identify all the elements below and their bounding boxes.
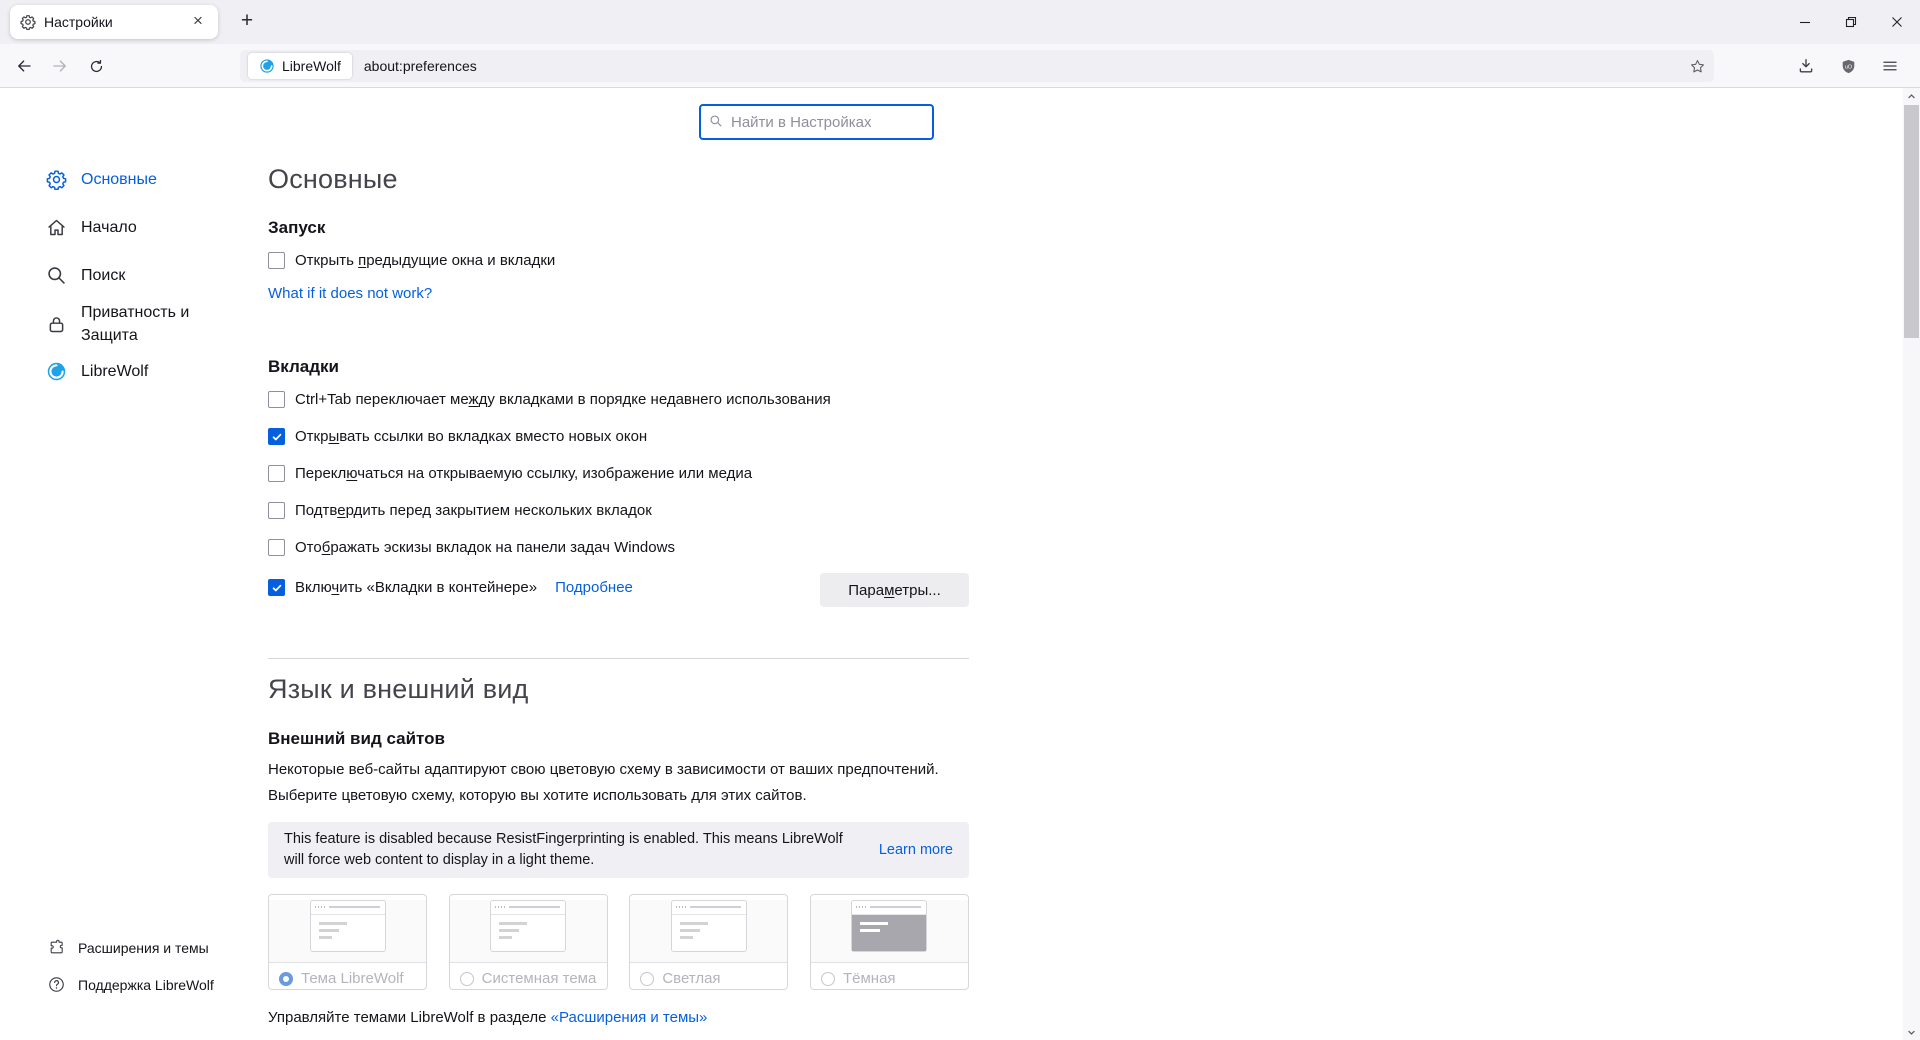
- website-appearance-heading: Внешний вид сайтов: [268, 729, 445, 748]
- question-icon: [48, 976, 65, 993]
- checkbox-box[interactable]: [268, 465, 285, 482]
- banner-learn-more-link[interactable]: Learn more: [878, 842, 953, 858]
- startup-heading: Запуск: [268, 218, 326, 237]
- ublock-shield-icon[interactable]: [1832, 50, 1864, 82]
- checkbox-box[interactable]: [268, 539, 285, 556]
- browser-titlebar: [0, 0, 1920, 44]
- preferences-sidebar: [0, 88, 262, 1040]
- container-learn-more-link[interactable]: Подробнее: [555, 579, 633, 596]
- preferences-page: [0, 88, 1920, 1040]
- checkbox-confirm-close[interactable]: [268, 502, 652, 519]
- site-identity-chip[interactable]: [248, 53, 352, 79]
- sidebar-item-home[interactable]: Начало: [46, 216, 137, 239]
- window-minimize-button[interactable]: [1782, 0, 1828, 44]
- checkbox-label: Отображать эскизы вкладок на панели задач Windows: [295, 539, 675, 556]
- scrollbar-up-icon[interactable]: [1903, 88, 1920, 104]
- theme-card-librewolf[interactable]: Тема LibreWolf: [268, 894, 427, 990]
- hamburger-menu-icon[interactable]: [1874, 50, 1906, 82]
- checkbox-label: Открыть предыдущие окна и вкладки: [295, 252, 556, 269]
- checkbox-container-tabs[interactable]: [268, 579, 633, 596]
- checkbox-label: Подтвердить перед закрытием нескольких вкладок: [295, 502, 652, 519]
- browser-navbar: [0, 44, 1920, 88]
- window-controls: [1782, 0, 1920, 44]
- gear-favicon-icon: [20, 14, 36, 30]
- lock-icon: [46, 314, 67, 335]
- theme-thumbnail: [450, 900, 607, 962]
- extensions-themes-link[interactable]: «Расширения и темы»: [550, 1009, 708, 1026]
- checkbox-open-in-tabs[interactable]: [268, 428, 647, 445]
- tabs-heading: Вкладки: [268, 357, 339, 376]
- startup-help-link[interactable]: What if it does not work?: [268, 285, 433, 302]
- forward-icon[interactable]: [44, 50, 76, 82]
- checkbox-box[interactable]: [268, 502, 285, 519]
- checkbox-restore-session[interactable]: [268, 252, 555, 269]
- section-divider: [268, 658, 969, 659]
- svg-text:uO: uO: [1844, 63, 1852, 70]
- theme-cards: [268, 894, 969, 990]
- checkbox-ctrl-tab[interactable]: [268, 391, 831, 408]
- scrollbar-thumb[interactable]: [1904, 105, 1919, 338]
- gear-icon: [46, 169, 67, 190]
- resist-fingerprinting-banner: [268, 822, 969, 878]
- checkbox-label: Включить «Вкладки в контейнере»: [295, 579, 538, 596]
- search-icon: [46, 265, 67, 286]
- checkbox-label: Ctrl+Tab переключает между вкладками в порядке недавнего использования: [295, 391, 831, 408]
- reload-icon[interactable]: [80, 50, 112, 82]
- theme-radio[interactable]: [640, 972, 654, 986]
- checkbox-box[interactable]: [268, 579, 285, 596]
- downloads-icon[interactable]: [1790, 50, 1822, 82]
- theme-thumbnail: [269, 900, 426, 962]
- sidebar-item-privacy[interactable]: Приватность и Защита: [46, 301, 197, 347]
- new-tab-button[interactable]: +: [240, 9, 254, 32]
- sidebar-item-librewolf[interactable]: LibreWolf: [46, 360, 148, 383]
- page-title: Основные: [268, 164, 398, 194]
- checkbox-box[interactable]: [268, 252, 285, 269]
- scrollbar-down-icon[interactable]: [1903, 1024, 1920, 1040]
- identity-label: LibreWolf: [282, 58, 341, 74]
- librewolf-logo-icon: [259, 58, 275, 74]
- sidebar-item-extensions[interactable]: Расширения и темы: [48, 939, 209, 956]
- theme-radio[interactable]: [279, 972, 293, 986]
- banner-text: This feature is disabled because ResistFingerprinting is enabled. This means LibreWolf will force web content to display in a light theme.: [284, 831, 843, 868]
- checkbox-taskbar-previews[interactable]: [268, 539, 675, 556]
- theme-thumbnail: [630, 900, 787, 962]
- tab-close-icon[interactable]: ×: [193, 11, 203, 30]
- checkbox-box[interactable]: [268, 391, 285, 408]
- scrollbar[interactable]: [1903, 88, 1920, 1040]
- url-text: about:preferences: [363, 58, 477, 74]
- browser-tab-settings[interactable]: [10, 5, 218, 39]
- checkbox-label: Переключаться на открываемую ссылку, изображение или медиа: [295, 465, 753, 482]
- theme-card-system[interactable]: Системная тема: [449, 894, 608, 990]
- checkbox-label: Открывать ссылки во вкладках вместо новых окон: [295, 428, 648, 445]
- theme-radio[interactable]: [821, 972, 835, 986]
- language-appearance-title: Язык и внешний вид: [268, 674, 529, 704]
- window-restore-button[interactable]: [1828, 0, 1874, 44]
- website-appearance-description: Некоторые веб-сайты адаптируют свою цветовую схему в зависимости от ваших предпочтений. Выберите цветовую схему, которую вы хотите использовать для этих сайтов.: [268, 761, 939, 804]
- back-icon[interactable]: [8, 50, 40, 82]
- manage-themes-note: Управляйте темами LibreWolf в разделе «Расширения и темы»: [268, 1009, 708, 1026]
- theme-thumbnail: [811, 900, 968, 962]
- theme-radio[interactable]: [460, 972, 474, 986]
- sidebar-item-search[interactable]: Поиск: [46, 264, 125, 287]
- theme-card-dark[interactable]: Тёмная: [810, 894, 969, 990]
- checkbox-switch-to-new[interactable]: [268, 465, 752, 482]
- window-close-button[interactable]: [1874, 0, 1920, 44]
- librewolf-icon: [46, 361, 67, 382]
- container-settings-button[interactable]: Параметры...: [820, 573, 969, 607]
- url-bar[interactable]: [240, 50, 1714, 82]
- puzzle-icon: [48, 939, 65, 956]
- theme-card-light[interactable]: Светлая: [629, 894, 788, 990]
- bookmark-star-icon[interactable]: [1689, 58, 1706, 75]
- checkbox-box[interactable]: [268, 428, 285, 445]
- tab-title: Настройки: [44, 14, 113, 30]
- toolbar-right-icons: [1790, 50, 1906, 82]
- home-icon: [46, 217, 67, 238]
- preferences-main: [268, 88, 969, 1040]
- sidebar-item-general[interactable]: Основные: [46, 168, 157, 191]
- sidebar-item-support[interactable]: Поддержка LibreWolf: [48, 976, 214, 993]
